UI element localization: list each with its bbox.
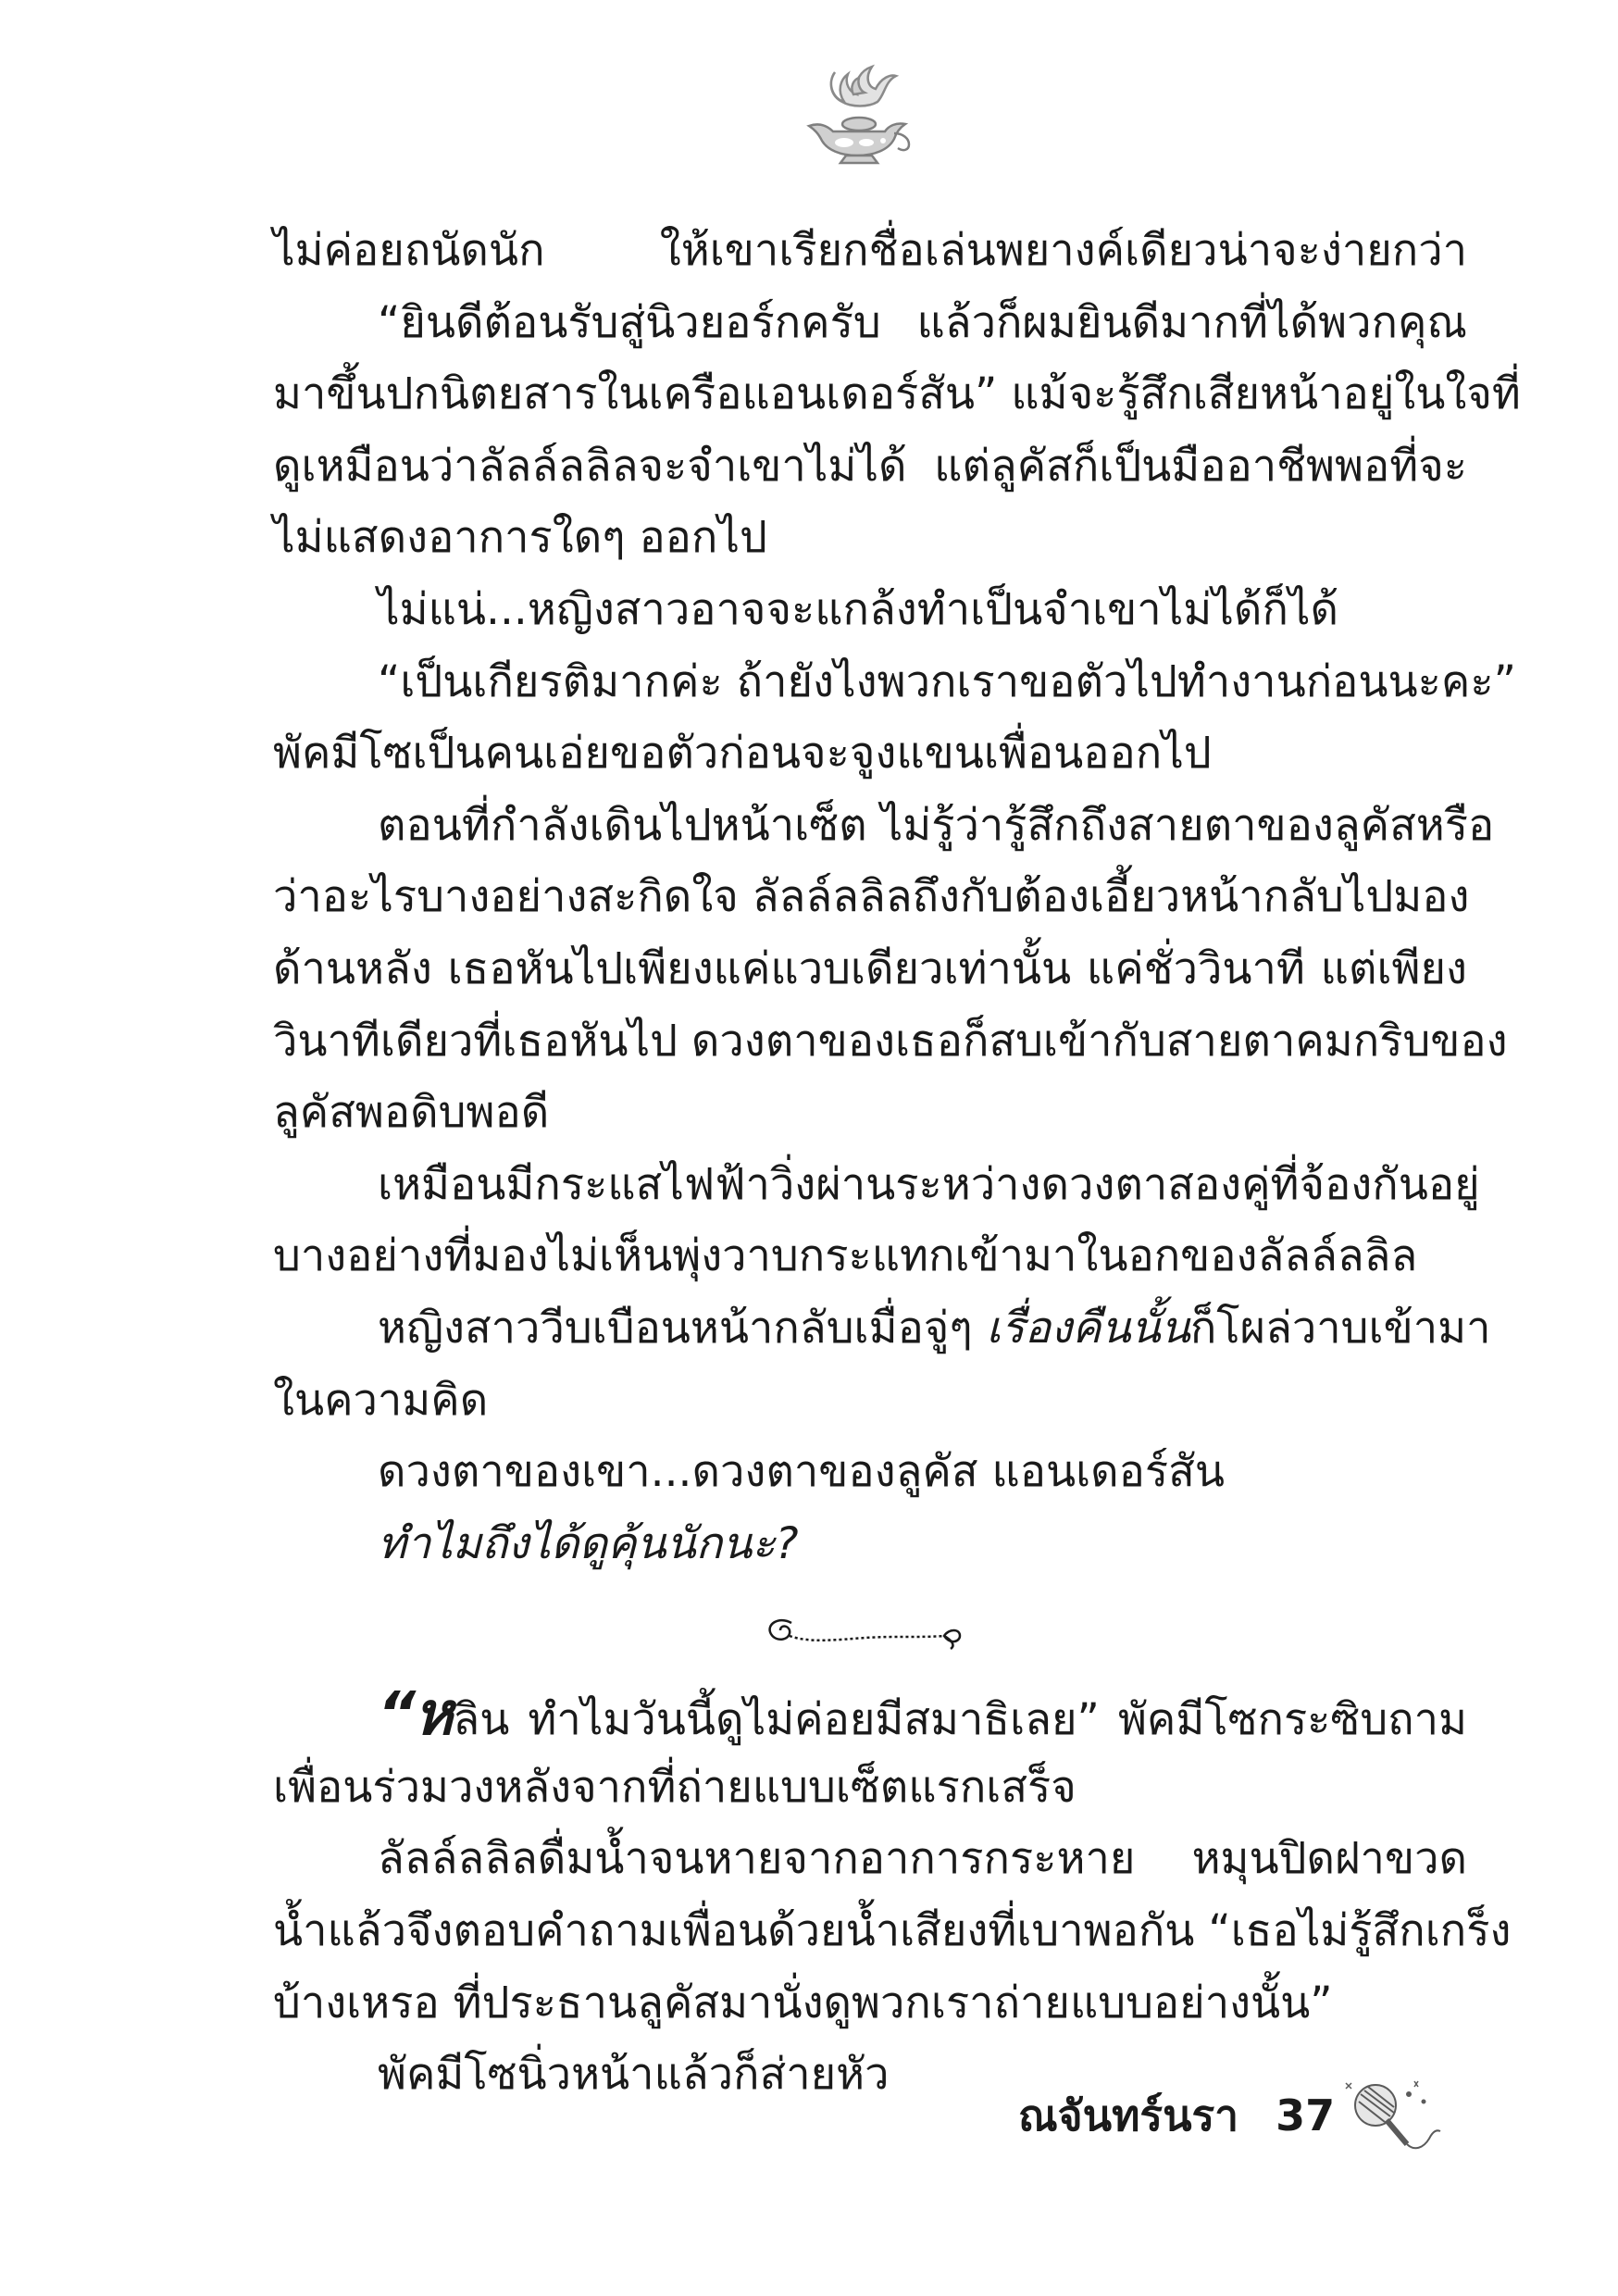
paragraph-line (273, 1679, 1467, 1752)
microphone-icon (1340, 2074, 1442, 2157)
paragraph-line: ดวงตาของเขา...ดวงตาของลูคัส แอนเดอร์สัน (378, 1446, 1225, 1498)
paragraph-line: ว่าอะไรบางอย่างสะกิดใจ ลัลล์ลลิลถึงกับต้องเอี้ยวหน้ากลับไปมอง (273, 871, 1470, 923)
paragraph-line: ในความคิด (273, 1374, 489, 1426)
paragraph-line: ดูเหมือนว่าลัลล์ลลิลจะจำเขาไม่ได้ แต่ลูคัสก็เป็นมืออาชีพพอที่จะ (273, 440, 1467, 492)
paragraph-line: น้ำแล้วจึงตอบคำถามเพื่อนด้วยน้ำเสียงที่เบาพอกัน “เธอไม่รู้สึกเกร็ง (273, 1905, 1512, 1957)
page-number: 37 (1276, 2090, 1336, 2140)
paragraph-line: ลัลล์ลลิลดื่มน้ำจนหายจากอาการกระหาย หมุนปิดฝาขวด (378, 1833, 1467, 1885)
paragraph-line: ลูคัสพอดิบพอดี (273, 1087, 550, 1139)
line-segment: ก็โผล่วาบเข้ามา (1189, 1302, 1491, 1354)
paragraph-line (273, 1292, 1491, 1365)
paragraph-line: ไม่แน่...หญิงสาวอาจจะแกล้งทำเป็นจำเขาไม่ได้ก็ได้ (378, 583, 1339, 635)
paragraph-line: วินาทีเดียวที่เธอหันไป ดวงตาของเธอก็สบเข้ากับสายตาคมกริบของ (273, 1015, 1508, 1067)
paragraph-line: พัคมีโซนิ่วหน้าแล้วก็ส่ายหัว (378, 2049, 890, 2101)
paragraph-line: มาขึ้นปกนิตยสารในเครือแอนเดอร์สัน” แม้จะรู้สึกเสียหน้าอยู่ในใจที่ (273, 368, 1521, 420)
paragraph-line: ตอนที่กำลังเดินไปหน้าเซ็ต ไม่รู้ว่ารู้สึกถึงสายตาของลูคัสหรือ (378, 799, 1495, 851)
swirl-heart-divider-icon (754, 1603, 977, 1658)
author-name: ณจันทร์นรา (1018, 2090, 1239, 2140)
lamp-ornament-icon (800, 54, 920, 169)
page-footer (1018, 2074, 1442, 2157)
paragraph-line: ไม่แสดงอาการใดๆ ออกไป (273, 512, 767, 564)
paragraph-line: เพื่อนร่วมวงหลังจากที่ถ่ายแบบเซ็ตแรกเสร็จ (273, 1761, 1077, 1813)
page-body (273, 215, 1521, 2111)
italic-line: ทำไมถึงได้ดูคุ้นนักนะ? (378, 1517, 799, 1569)
paragraph-line: ไม่ค่อยถนัดนัก ให้เขาเรียกชื่อเล่นพยางค์เดียวน่าจะง่ายกว่า (273, 225, 1467, 276)
paragraph-line: “ยินดีต้อนรับสู่นิวยอร์กครับ แล้วก็ผมยินดีมากที่ได้พวกคุณ (378, 296, 1467, 348)
paragraph-line: บ้างเหรอ ที่ประธานลูคัสมานั่งดูพวกเราถ่ายแบบอย่างนั้น” (273, 1977, 1333, 2028)
paragraph-line: บางอย่างที่มองไม่เห็นพุ่งวาบกระแทกเข้ามาในอกของลัลล์ลลิล (273, 1230, 1418, 1282)
line-segment: หญิงสาววีบเบือนหน้ากลับเมื่อจู่ๆ (378, 1302, 973, 1354)
paragraph-line: ด้านหลัง เธอหันไปเพียงแค่แวบเดียวเท่านั้น แค่ชั่ววินาที แต่เพียง (273, 942, 1467, 994)
paragraph-line: เหมือนมีกระแสไฟฟ้าวิ่งผ่านระหว่างดวงตาสองคู่ที่จ้องกันอยู่ (378, 1158, 1480, 1210)
paragraph-line: พัคมีโซเป็นคนเอ่ยขอตัวก่อนจะจูงแขนเพื่อนออกไป (273, 728, 1212, 780)
line-segment: ลิน ทำไมวันนี้ดูไม่ค่อยมีสมาธิเลย” พัคมีโซกระซิบถาม (453, 1694, 1467, 1746)
scene-break (273, 1579, 1467, 1679)
drop-cap: “ห (378, 1680, 452, 1750)
paragraph-line: “เป็นเกียรติมากค่ะ ถ้ายังไงพวกเราขอตัวไปทำงานก่อนนะคะ” (378, 655, 1516, 707)
italic-phrase: เรื่องคืนนั้น (986, 1302, 1190, 1354)
paragraph-line (273, 1508, 1467, 1580)
